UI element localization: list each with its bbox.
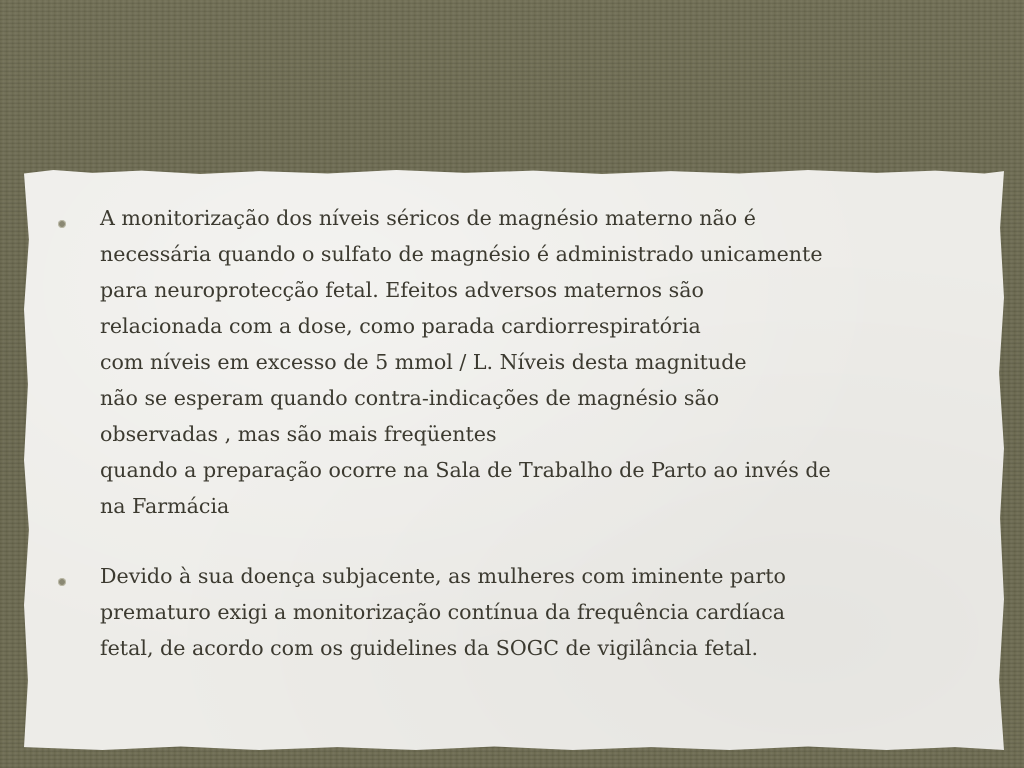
- bullet-item-magnesium-monitoring: [100, 200, 970, 524]
- text-line: prematuro exigi a monitorização contínua da frequência cardíaca: [100, 600, 786, 624]
- text-line: não se esperam quando contra-indicações de magnésio são: [100, 386, 720, 410]
- text-line: observadas , mas são mais freqüentes: [100, 422, 497, 446]
- bullet-dot-icon: [58, 220, 66, 228]
- bullet-list: [100, 200, 970, 666]
- text-line: Devido à sua doença subjacente, as mulheres com iminente parto: [100, 564, 786, 588]
- text-line: na Farmácia: [100, 494, 230, 518]
- bullet-item-fetal-monitoring: [100, 558, 970, 666]
- text-line: necessária quando o sulfato de magnésio é administrado unicamente: [100, 242, 823, 266]
- text-line: quando a preparação ocorre na Sala de Trabalho de Parto ao invés de: [100, 458, 831, 482]
- text-line: para neuroprotecção fetal. Efeitos adversos maternos são: [100, 278, 704, 302]
- text-line: relacionada com a dose, como parada cardiorrespiratória: [100, 314, 701, 338]
- text-line: fetal, de acordo com os guidelines da SOGC de vigilância fetal.: [100, 636, 759, 660]
- bullet-dot-icon: [58, 578, 66, 586]
- text-line: com níveis em excesso de 5 mmol / L. Níveis desta magnitude: [100, 350, 747, 374]
- text-line: A monitorização dos níveis séricos de magnésio materno não é: [100, 206, 756, 230]
